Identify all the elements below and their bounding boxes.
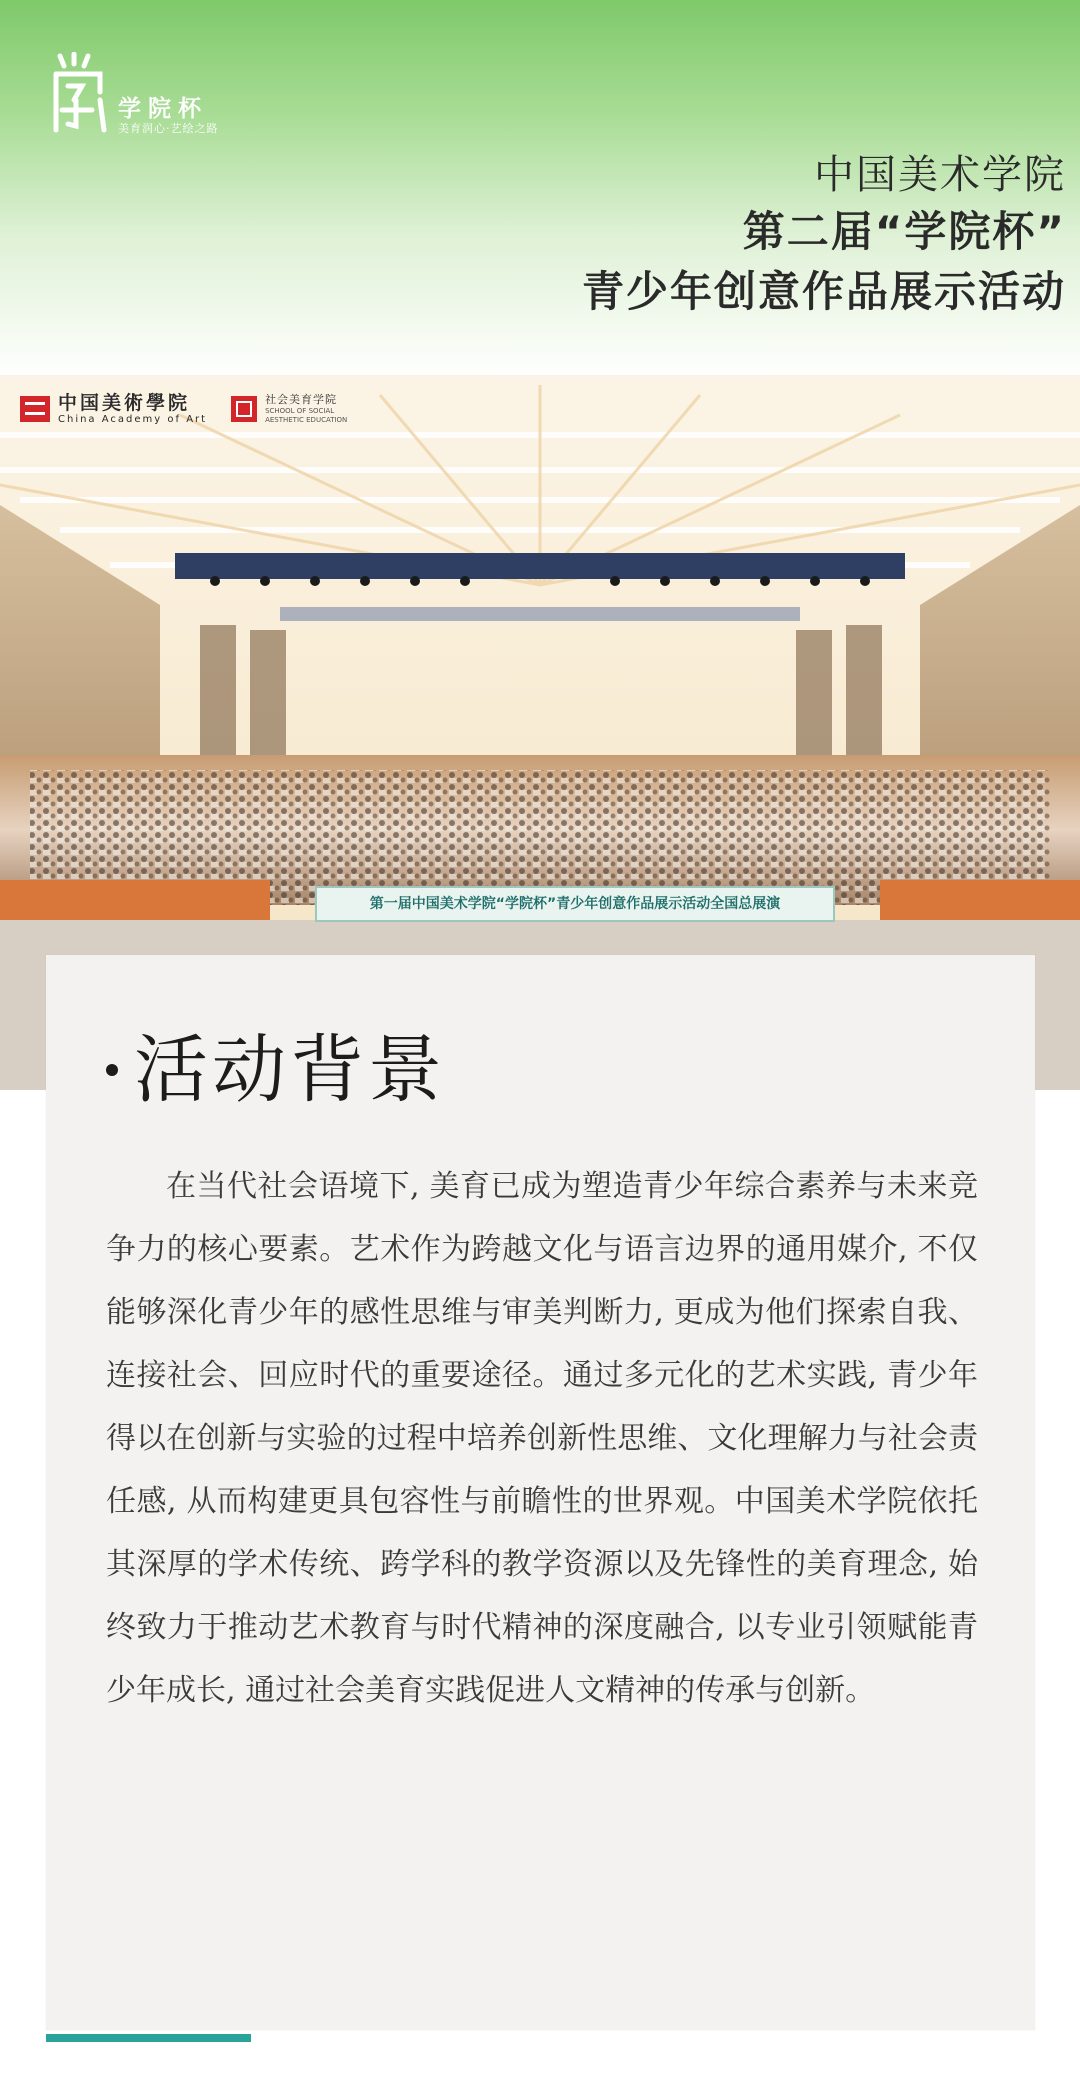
xueyuanbei-logo-mark <box>52 52 108 134</box>
title-institution: 中国美术学院 <box>814 152 1066 198</box>
bullet-dot-icon <box>106 1064 118 1076</box>
logo-slogan: 美育润心·艺绘之路 <box>118 122 219 135</box>
china-academy-of-art-wordmark <box>58 392 207 426</box>
caa-english-name: China Academy of Art <box>58 414 208 425</box>
logo-name: 学院杯 <box>118 96 208 122</box>
sae-english-name-2: AESTHETIC EDUCATION <box>265 416 348 424</box>
section-body-paragraph: 在当代社会语境下, 美育已成为塑造青少年综合素养与未来竞争力的核心要素。艺术作为跨越文化与语言边界的通用媒介, 不仅能够深化青少年的感性思维与审美判断力, 更成为他们探索自我、连接社会、回应时代的重要途径。通过多元化的艺术实践, 青少年得以在创新与实验的过程中培养创新性思维、文化理解力与社会责任感, 从而构建更具包容性与前瞻性的世界观。中国美术学院依托其深厚的学术传统、跨学科的教学资源以及先锋性的美育理念, 始终致力于推动艺术教育与时代精神的深度融合, 以专业引领赋能青少年成长, 通过社会美育实践促进人文精神的传承与创新。 <box>106 1169 978 1708</box>
title-event: 青少年创意作品展示活动 <box>581 267 1066 316</box>
page-title <box>582 148 1066 322</box>
title-edition: 第二届“学院杯” <box>742 207 1066 256</box>
section-heading <box>106 1025 446 1115</box>
social-aesthetic-school-wordmark <box>265 393 347 425</box>
xueyuanbei-logo <box>52 52 252 142</box>
accent-underline-bar <box>46 2034 251 2042</box>
stage-banner: 第一届中国美术学院“学院杯”青少年创意作品展示活动全国总展演 <box>315 886 835 922</box>
china-academy-of-art-seal-icon <box>20 396 50 422</box>
sae-chinese-name: 社会美育学院 <box>265 393 338 406</box>
caa-chinese-name: 中国美術學院 <box>58 392 191 414</box>
photo-logo-strip <box>20 389 347 429</box>
section-title: 活动背景 <box>134 1027 446 1113</box>
sae-english-name-1: SCHOOL OF SOCIAL <box>265 407 335 415</box>
social-aesthetic-school-seal-icon <box>231 396 257 422</box>
background-section-card <box>46 955 1035 2030</box>
